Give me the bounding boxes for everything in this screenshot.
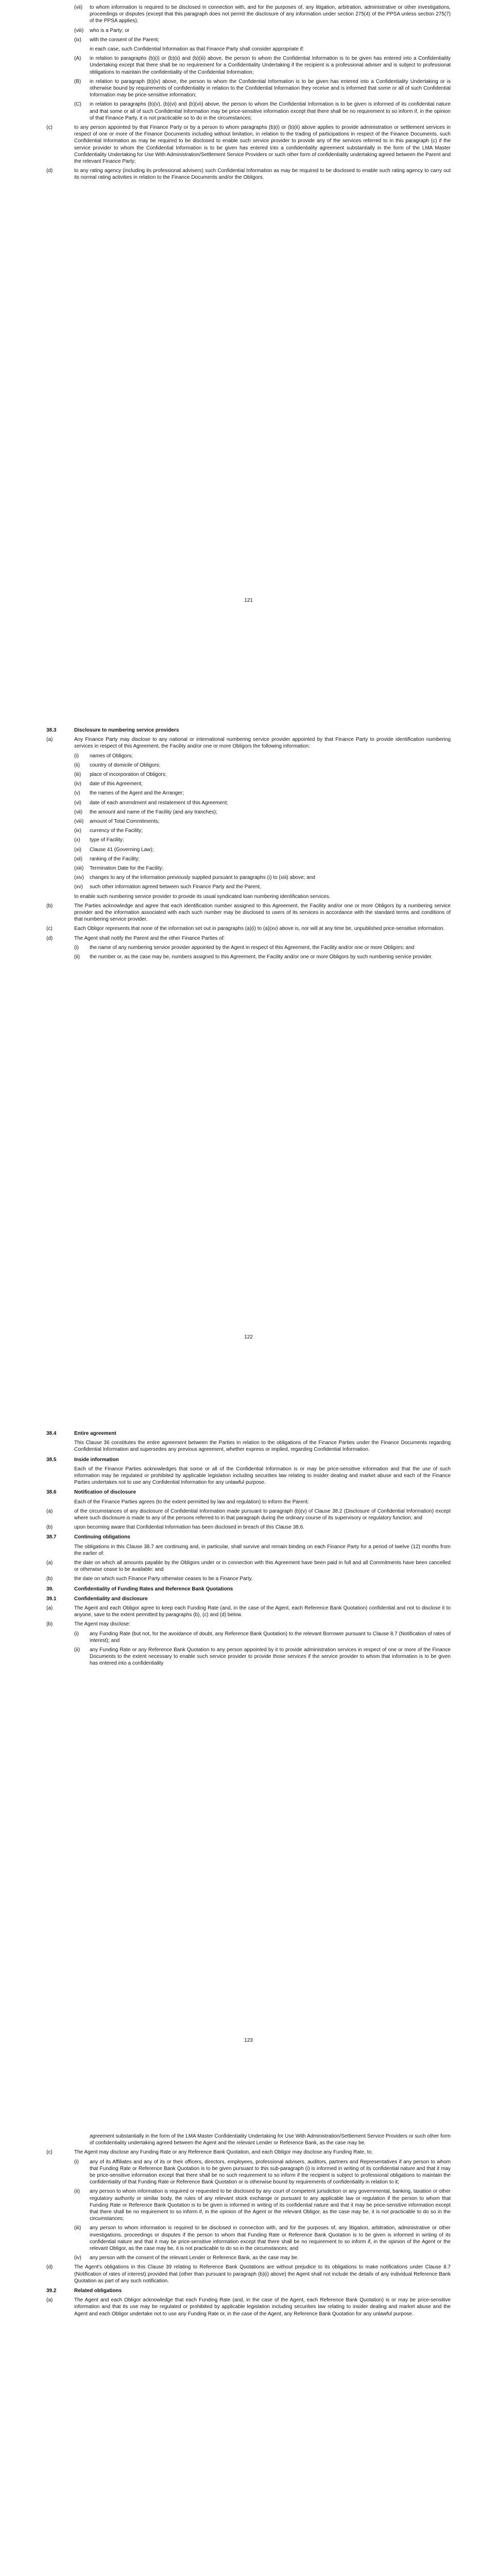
list-item <box>74 781 451 787</box>
section-title: Entire agreement <box>74 1431 116 1436</box>
list-item-text: of the circumstances of any disclosure of Confidential Information made pursuant to paragraph (b)(v) of Clause 38.2 (Disclosure of Confidential Information) except where such disclosure is made to any of the persons referred to in that paragraph during the ordinary course of its supervisory or regulatory function; and <box>74 1508 451 1521</box>
list-item <box>74 790 451 796</box>
list-item-text: the number or, as the case may be, numbers assigned to this Agreement, the Facility and/or one or more Obligors by such numbering service provider. <box>90 954 433 960</box>
list-item-number: (i) <box>74 2159 79 2165</box>
list-item-text: the name of any numbering service provider appointed by the Agent in respect of this Agreement, the Facility and/or one or more Obligors; and <box>90 944 415 951</box>
list-item-number: (d) <box>46 168 53 174</box>
section-number: 38.4 <box>46 1431 57 1436</box>
section-title: Disclosure to numbering service providers <box>74 727 179 733</box>
list-item-number: (a) <box>46 1508 53 1514</box>
list-item-number: (i) <box>74 1631 79 1637</box>
list-item-number: (ii) <box>74 1647 80 1653</box>
list-item-number: (ix) <box>74 37 81 43</box>
section-heading <box>46 1430 451 1437</box>
list-item <box>74 1647 451 1667</box>
page-number: 121 <box>244 598 253 603</box>
list-item-text: The Agent and each Obligor acknowledge that each Funding Rate (and, in the case of the Agent, each Reference Bank Quotation) is or may be price-sensitive information and that its use may be regulated or prohibited by applicable legislation including securities law relating to insider dealing and market abuse and the Agent and each Obligor undertake not to use any Funding Rate or, in the case of the Agent, any Reference Bank Quotation for any unlawful purpose. <box>74 2297 451 2317</box>
list-item-number: (iv) <box>74 2255 81 2261</box>
paragraph: Each of the Finance Parties acknowledges that some or all of the Confidential Information is or may be price-sensitive information and that the use of such information may be regulated or prohibited by applicable legislation including securities law relating to insider dealing and market abuse and each of the Finance Parties undertakes not to use any Confidential Information for any unlawful purpose. <box>74 1466 451 1486</box>
list-item-number: (viii) <box>74 27 84 33</box>
list-item-text: in relation to paragraphs (b)(i) or (b)(ii) and (b)(iii) above, the person to whom the Confidential Information is to be given has entered into a Confidentiality Undertaking except that there shall be no requirement for a Confidentiality Undertaking if the recipient is a professional adviser and is subject to professional obligations to maintain the confidentiality of the Confidential Information; <box>90 56 451 75</box>
list-item <box>46 935 451 942</box>
list-item-text: any person to whom information is required to be disclosed in connection with, and for the purposes of, any litigation, arbitration, administrative or other investigations, proceedings or disputes if the person to whom that Funding Rate or Reference Bank Quotation is to be given is informed in writing of its confidential nature and that it may be price-sensitive information except that there shall be no requirement to so inform if, in the opinion of the Agent or the relevant Obligor, as the case may be, it is not practicable to do so in the circumstances; and <box>90 2225 451 2252</box>
list-item-number: (iv) <box>74 781 81 787</box>
list-item <box>46 2264 451 2284</box>
list-item <box>46 1560 451 1573</box>
list-item-text: place of incorporation of Obligors; <box>90 772 167 778</box>
list-item-text: The Agent may disclose: <box>74 1621 130 1628</box>
list-item-number: (iii) <box>74 2225 81 2231</box>
list-item-number: (i) <box>74 944 79 951</box>
list-item-text: Any Finance Party may disclose to any national or international numbering service provider appointed by that Finance Party to provide identification numbering services in respect of this Agreement, the Facility and/or one or more Obligors the following information: <box>74 737 451 750</box>
list-item-text: date of each amendment and restatement of this Agreement; <box>90 800 229 806</box>
list-item-text: to whom information is required to be disclosed in connection with, and for the purposes of, any litigation, arbitration, administrative or other investigations, proceedings or disputes (except that this paragraph does not permit the disclosure of any information under section 275(4) of the PPSA unless section 275(7) of the PPSA applies); <box>90 5 451 24</box>
paragraph: Each of the Finance Parties agrees (to the extent permitted by law and regulation) to inform the Parent: <box>74 1499 309 1505</box>
list-item-number: (ii) <box>74 762 80 768</box>
list-item <box>74 800 451 806</box>
list-item <box>74 27 451 34</box>
list-item-number: (d) <box>46 2264 53 2270</box>
list-item-text: Clause 41 (Governing Law); <box>90 846 154 853</box>
list-item-text: any of its Affiliates and any of its or their officers, directors, employees, professional advisers, auditors, partners and Representatives if any person to whom that Funding Rate or Reference Bank Quotation is to be given pursuant to this sub-paragraph (i) is informed in writing of its confidential nature and that it may be price-sensitive information except that there shall be no such requirement to so inform if the recipient is subject to professional obligations to maintain the confidentiality of that Funding Rate or Reference Bank Quotation or is otherwise bound by requirements of confidentiality in relation to it; <box>90 2159 451 2185</box>
list-item-number: (a) <box>46 2297 53 2303</box>
document-page <box>0 2110 497 2576</box>
list-item <box>74 37 451 43</box>
paragraph: in each case, such Confidential Information as that Finance Party shall consider appropriate if: <box>90 46 304 53</box>
list-item <box>74 1631 451 1644</box>
list-item-number: (ix) <box>74 828 81 834</box>
list-item-text: in relation to paragraph (b)(iv) above, the person to whom the Confidential Information is to be given has entered into a Confidentiality Undertaking or is otherwise bound by requirements of confidentiality in relation to the Confidential Information they receive and is informed that some or all of such Confidential Information may be price-sensitive information; <box>90 78 451 98</box>
list-item <box>46 2149 451 2156</box>
list-item <box>46 925 451 932</box>
section-heading <box>46 1586 451 1592</box>
list-item-text: names of Obligors; <box>90 753 133 759</box>
list-item-text: currency of the Facility; <box>90 828 143 834</box>
list-item-text: The Agent shall notify the Parent and the other Finance Parties of: <box>74 935 225 941</box>
list-item <box>74 865 451 872</box>
section-number: 39.2 <box>46 2288 57 2294</box>
list-item <box>74 762 451 769</box>
section-heading <box>46 1596 451 1602</box>
list-item-number: (xii) <box>74 856 83 862</box>
list-item-text: ranking of the Facility; <box>90 856 140 862</box>
list-item-number: (xi) <box>74 846 81 853</box>
list-item-text: to any person appointed by that Finance Party or by a person to whom paragraphs (b)(i) or (b)(ii) above applies to provide administration or settlement services in respect of one or more of the Finance Documents including without limitation, in relation to the trading of participations in respect of the Finance Documents, such Confidential Information as may be required to be disclosed to enable such service provider to provide any of the services referred to in this paragraph (c) if the service provider to whom the Confidential Information is to be given has entered into a confidentiality agreement substantially in the form of the LMA Master Confidentiality Undertaking for Use With Administration/Settlement Service Providers or such other form of confidentiality undertaking agreed between the Parent and the relevant Finance Party; <box>74 125 451 165</box>
list-item <box>46 1524 451 1531</box>
section-number: 38.5 <box>46 1456 57 1463</box>
list-item <box>46 903 451 923</box>
page-number: 123 <box>244 2038 253 2043</box>
document-page <box>0 703 497 1406</box>
list-item-text: with the consent of the Parent; <box>90 37 160 43</box>
list-item-text: Termination Date for the Facility; <box>90 866 164 872</box>
list-item-number: (xv) <box>74 884 83 890</box>
section-number: 39. <box>46 1586 54 1592</box>
list-item-text: the date on which all amounts payable by the Obligors under or in connection with this Agreement have been paid in full and all Commitments have been cancelled or otherwise cease to be available; and <box>74 1560 451 1573</box>
list-item-text: type of Facility; <box>90 837 124 843</box>
list-item <box>74 944 451 951</box>
list-item-text: Each Obligor represents that none of the information set out in paragraphs (a)(i) to (a)(xv) above is, nor will at any time be, unpublished price-sensitive information. <box>74 926 445 932</box>
paragraph: The obligations in this Clause 38.7 are continuing and, in particular, shall survive and remain binding on each Finance Party for a period of twelve (12) months from the earlier of: <box>74 1544 451 1556</box>
list-item-text: The Agent may disclose any Funding Rate or any Reference Bank Quotation, and each Obligor may disclose any Funding Rate, to: <box>74 2149 373 2156</box>
page-content <box>46 4 451 184</box>
list-item-text: The Agent's obligations in this Clause 39 relating to Reference Bank Quotations are without prejudice to its obligations to make notifications under Clause 8.7 (Notification of rates of interest) provided that (other than pursuant to paragraph (b)(i) above) the Agent shall not include the details of any individual Reference Bank Quotation as part of any such notification. <box>74 2264 451 2284</box>
list-item <box>74 837 451 843</box>
list-item <box>74 101 451 122</box>
list-item-number: (ii) <box>74 954 80 960</box>
list-item-number: (ii) <box>74 2189 80 2195</box>
list-item-number: (A) <box>74 56 81 62</box>
list-item-text: in relation to paragraphs (b)(v), (b)(vi) and (b)(vii) above, the person to whom the Confidential Information is to be given is informed of its confidential nature and that some or all of such Confidential Information may be price-sensitive information except that there shall be no requirement to so inform if, in the opinion of that Finance Party, it is not practicable so to do in the circumstances; <box>90 101 451 121</box>
list-item-number: (xiii) <box>74 866 84 872</box>
list-item <box>74 2188 451 2222</box>
section-title: Confidentiality of Funding Rates and Reference Bank Quotations <box>74 1586 233 1592</box>
list-item-number: (B) <box>74 78 81 84</box>
section-heading <box>46 1489 451 1496</box>
list-item-number: (xiv) <box>74 875 84 881</box>
list-item-text: country of domicile of Obligors; <box>90 762 161 768</box>
paragraph: agreement substantially in the form of the LMA Master Confidentiality Undertaking for Use With Administration/Settlement Service Providers or such other form of confidentiality undertaking agreed between the Agent and the relevant Lender or Reference Bank, as the case may be. <box>90 2133 451 2146</box>
paragraph: This Clause 36 constitutes the entire agreement between the Parties in relation to the obligations of the Finance Parties under the Finance Documents regarding Confidential Information and supersedes any previous agreement, whether express or implied, regarding Confidential Information. <box>74 1440 451 1453</box>
list-item-number: (c) <box>46 926 53 932</box>
list-item <box>74 846 451 853</box>
list-item-text: the names of the Agent and the Arranger; <box>90 790 184 796</box>
document-page <box>0 0 497 703</box>
list-item-number: (a) <box>46 1560 53 1566</box>
list-item-number: (vii) <box>74 5 83 10</box>
section-number: 38.7 <box>46 1534 57 1540</box>
document-page <box>0 1406 497 2110</box>
list-item <box>46 124 451 165</box>
list-item-number: (b) <box>46 903 53 909</box>
list-item-text: any Funding Rate (but not, for the avoidance of doubt, any Reference Bank Quotation) to the relevant Borrower pursuant to Clause 8.7 (Notification of rates of interest); and <box>90 1631 451 1643</box>
page-content <box>46 1427 451 1670</box>
list-item <box>74 771 451 778</box>
list-item-number: (a) <box>46 737 53 743</box>
list-item-number: (vi) <box>74 800 81 806</box>
list-item <box>46 1621 451 1628</box>
section-number: 38.6 <box>46 1489 57 1496</box>
list-item-text: amount of Total Commitments; <box>90 819 160 825</box>
list-item-number: (viii) <box>74 819 84 825</box>
section-heading <box>46 2287 451 2294</box>
page-number: 122 <box>244 1334 253 1340</box>
list-item-number: (b) <box>46 1576 53 1582</box>
list-item-number: (b) <box>46 1524 53 1531</box>
list-item-text: any Funding Rate or any Reference Bank Quotation to any person appointed by it to provide administration services in respect of one or more of the Finance Documents to the extent necessary to enable such service provider to provide those services if the service provider to whom that information is to be given has entered into a confidentiality <box>90 1647 451 1667</box>
list-item <box>74 2255 451 2261</box>
list-item <box>46 1605 451 1618</box>
section-heading <box>46 1534 451 1540</box>
section-title: Related obligations <box>74 2288 122 2294</box>
section-heading <box>46 727 451 734</box>
list-item <box>74 827 451 834</box>
list-item <box>74 2225 451 2252</box>
list-item-text: The Parties acknowledge and agree that each identification number assigned to this Agreement, the Facility and/or one or more Obligors by a numbering service provider and the information associated with each such number may be disclosed to users of its services in accordance with the standard terms and conditions of that numbering service provider. <box>74 903 451 923</box>
list-item <box>74 954 451 960</box>
list-item <box>74 874 451 881</box>
list-item-number: (v) <box>74 790 80 796</box>
list-item <box>74 753 451 759</box>
list-item <box>74 4 451 25</box>
list-item-text: upon becoming aware that Confidential Information has been disclosed in breach of this Clause 38.6. <box>74 1524 304 1531</box>
paragraph: to enable such numbering service provider to provide its usual syndicated loan numbering identification services. <box>74 893 331 900</box>
list-item <box>46 736 451 750</box>
list-item <box>74 809 451 816</box>
list-item-number: (i) <box>74 753 79 759</box>
list-item <box>74 78 451 99</box>
list-item <box>46 167 451 181</box>
page-content <box>46 2133 451 2320</box>
section-title: Notification of disclosure <box>74 1489 136 1496</box>
list-item-number: (b) <box>46 1621 53 1628</box>
list-item-text: the amount and name of the Facility (and any tranches); <box>90 809 217 815</box>
list-item-text: such other information agreed between such Finance Party and the Parent, <box>90 884 261 890</box>
section-title: Inside information <box>74 1456 119 1463</box>
list-item-number: (x) <box>74 837 80 843</box>
list-item <box>46 2297 451 2317</box>
list-item <box>46 1575 451 1582</box>
list-item-number: (c) <box>46 2149 53 2156</box>
list-item-number: (vii) <box>74 809 83 815</box>
list-item <box>74 818 451 825</box>
list-item-number: (iii) <box>74 772 81 778</box>
list-item-text: any person with the consent of the relevant Lender or Reference Bank, as the case may be. <box>90 2255 299 2261</box>
section-number: 38.3 <box>46 727 57 733</box>
list-item-number: (C) <box>74 101 81 108</box>
list-item <box>46 1508 451 1521</box>
list-item-text: date of this Agreement; <box>90 781 143 787</box>
list-item <box>74 856 451 862</box>
list-item-text: who is a Party; or <box>90 27 130 33</box>
list-item-text: the date on which such Finance Party otherwise ceases to be a Finance Party. <box>74 1576 253 1582</box>
list-item-number: (c) <box>46 125 53 131</box>
list-item-text: to any rating agency (including its professional advisers) such Confidential Information as may be required to be disclosed to enable such rating agency to carry out its normal rating activities in relation to the Finance Documents and/or the Obligors. <box>74 168 451 181</box>
section-number: 39.1 <box>46 1596 57 1602</box>
list-item <box>74 884 451 890</box>
list-item-number: (d) <box>46 935 53 941</box>
list-item <box>74 2159 451 2186</box>
page-content <box>46 724 451 963</box>
section-title: Confidentiality and disclosure <box>74 1596 148 1602</box>
list-item-text: any person to whom information is required or requested to be disclosed by any court of competent jurisdiction or any governmental, banking, taxation or other regulatory authority or similar body, the rules of any relevant stock exchange or pursuant to any applicable law or regulation if the person to whom that Funding Rate or Reference Bank Quotation is to be given is informed in writing of its confidential nature and that it may be price-sensitive information except that there shall be no requirement to so inform if, in the opinion of the Agent or the relevant Obligor, as the case may be, it is not practicable to do so in the circumstances; <box>90 2189 451 2222</box>
section-title: Continuing obligations <box>74 1534 130 1540</box>
list-item-text: changes to any of the information previously supplied pursuant to paragraphs (i) to (xiii) above; and <box>90 875 316 881</box>
list-item-text: The Agent and each Obligor agree to keep each Funding Rate (and, in the case of the Agent, each Reference Bank Quotation) confidential and not to disclose it to anyone, save to the extent permitted by paragraphs (b), (c) and (d) below. <box>74 1605 451 1618</box>
list-item-number: (a) <box>46 1605 53 1612</box>
list-item <box>74 55 451 76</box>
section-heading <box>46 1456 451 1463</box>
